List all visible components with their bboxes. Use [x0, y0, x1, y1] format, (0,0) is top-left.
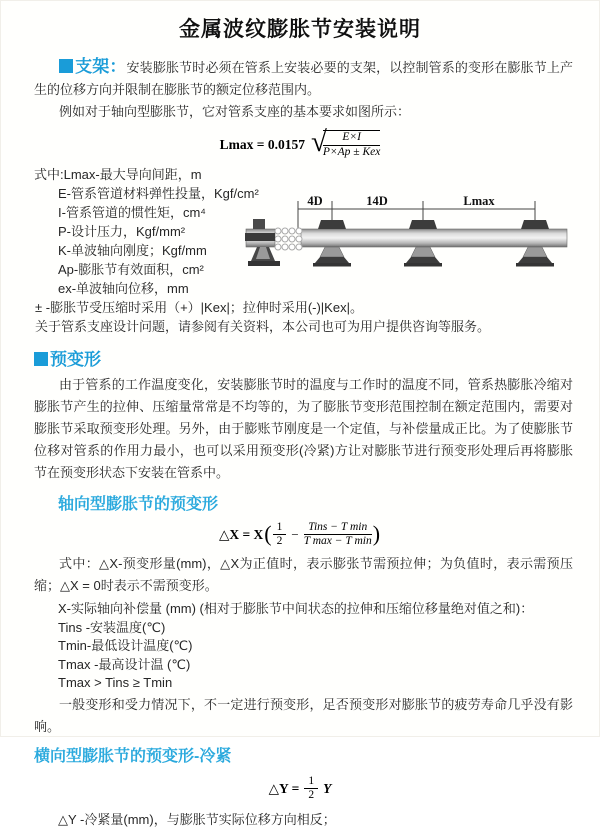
definition-line: P-设计压力，Kgf/mm²: [58, 223, 186, 239]
axial-explain: 式中：△X-预变形量(mm)，△X为正值时，表示膨张节需预拉伸；为负值时，表示需预压缩；△X = 0时表示不需预变形。: [34, 556, 573, 594]
half-fraction: [273, 521, 287, 550]
blue-square-icon: [59, 59, 73, 73]
section-heading-support: [59, 57, 127, 76]
lateral-formula-rhs: Y: [323, 780, 332, 796]
temp-denominator: T max − T min: [303, 535, 372, 548]
axial-formula: [1, 521, 599, 550]
formula-fraction: [323, 130, 381, 160]
formula-denominator: P×Ap ± Kex: [322, 145, 381, 158]
dim-label-14d: 14D: [366, 194, 388, 208]
definition-line: Tmin-最低设计温度(℃): [58, 638, 193, 654]
sqrt-icon: √: [310, 126, 327, 159]
definition-line: K-单波轴向刚度；Kgf/mm: [58, 242, 207, 258]
subheading-lateral-predeform: 横向型膨胀节的预变形-冷紧: [34, 747, 232, 765]
bellows-icon: [275, 228, 302, 250]
support-paragraph: [34, 56, 573, 101]
predeform-heading-label: 预变形: [50, 349, 101, 369]
definition-line: 式中:Lmax-最大导向间距，m: [34, 166, 202, 182]
support-intro-text: 安装膨胀节时必须在管系上安装必要的支架，以控制管系的变形在膨胀节上产生的位移方向并限制在膨胀节的额定位移范围内。: [34, 60, 573, 97]
temperature-fraction: [304, 521, 372, 550]
definition-line: I-管系管道的惯性矩，cm⁴: [58, 204, 206, 220]
formula-lhs: Lmax = 0.0157: [219, 136, 305, 152]
dim-label-4d: 4D: [307, 194, 323, 208]
close-paren: ): [372, 520, 381, 546]
definition-line: ex-单波轴向位移，mm: [58, 280, 189, 296]
half-denominator: 2: [308, 789, 315, 802]
half-denominator: 2: [276, 535, 283, 548]
support-heading-label: 支架：: [75, 57, 127, 76]
minus-operator: −: [291, 526, 299, 542]
lateral-definition: △Y -冷紧量(mm)，与膨胀节实际位移方向相反；: [58, 812, 336, 828]
dim-label-lmax: Lmax: [463, 194, 495, 208]
definition-line: Tmax > Tins ≥ Tmin: [58, 675, 173, 691]
definition-line: ± -膨胀节受压缩时采用（+）|Kex|；拉伸时采用(-)|Kex|。: [35, 299, 363, 315]
half-numerator: 1: [273, 521, 287, 536]
half-numerator: 1: [304, 775, 318, 790]
support-example-line: 例如对于轴向型膨胀节，它对管系支座的基本要求如图所示：: [59, 104, 411, 119]
page-title: 金属波纹膨胀节安装说明: [179, 18, 421, 41]
axial-note: 一般变形和受力情况下，不一定进行预变形，足否预变形对膨胀节的疲劳寿命几乎没有影响。: [34, 696, 573, 734]
definition-line: Ap-膨胀节有效面积，cm²: [58, 261, 204, 277]
temp-numerator: Tins − T min: [304, 521, 372, 536]
subheading-axial-predeform: 轴向型膨胀节的预变形: [58, 495, 219, 513]
blue-square-icon: [34, 352, 48, 366]
definition-line: X-实际轴向补偿量 (mm) (相对于膨胀节中间状态的拉伸和压缩位移量绝对值之和)：: [58, 601, 534, 617]
pipe-support-diagram: [245, 189, 597, 289]
definition-line: Tins -安装温度(℃): [58, 619, 166, 635]
lateral-formula-lhs: △Y =: [268, 780, 300, 796]
definition-line: 关于管系支座设计问题，请参阅有关资料，本公司也可为用户提供咨询等服务。: [35, 318, 491, 334]
half-fraction: [304, 775, 318, 804]
definition-line: Tmax -最高设计温 (℃): [58, 656, 191, 672]
axial-definitions: [1, 600, 599, 693]
lateral-formula: [1, 775, 599, 804]
open-paren: (: [264, 520, 272, 546]
formula-numerator: E×I: [323, 131, 381, 146]
section-heading-predeform: [34, 345, 599, 370]
predeform-paragraph: 由于管系的工作温度变化，安装膨胀节时的温度与工作时的温度不同，管系热膨胀冷缩对膨胀节产生的拉伸、压缩量常常是不均等的，为了膨胀节变形范围控制在额定范围内，需要对膨胀节采取预变形处理。另外，由于膨账节刚度是一个定值，与补偿量成正比。为了使膨胀节位移对管系的作用力最小，也可以采用预变形(冷紧)方让对膨胀节进行预变形处理后再将膨胀节在预变形状态下安装在管系中。: [34, 376, 573, 480]
definition-line: E-管系管道材料弹性投量，Kgf/cm²: [58, 185, 259, 201]
lmax-formula: [1, 126, 599, 160]
axial-formula-lhs: △X = X: [218, 526, 264, 542]
